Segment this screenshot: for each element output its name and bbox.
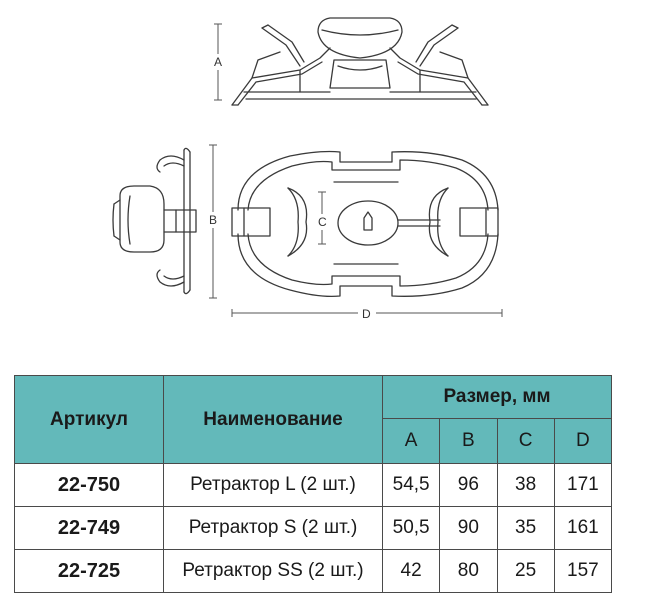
cell-c: 25	[497, 550, 554, 593]
header-dim-c: C	[497, 419, 554, 464]
table-row	[15, 507, 612, 550]
cell-d: 171	[554, 464, 611, 507]
header-dim-b: B	[440, 419, 497, 464]
front-view	[232, 18, 488, 105]
top-view	[232, 152, 498, 297]
cell-article: 22-749	[15, 507, 164, 550]
cell-b: 90	[440, 507, 497, 550]
cell-d: 157	[554, 550, 611, 593]
header-dim-a: A	[383, 419, 440, 464]
header-size: Размер, мм	[383, 376, 612, 419]
cell-name: Ретрактор S (2 шт.)	[164, 507, 383, 550]
cell-b: 80	[440, 550, 497, 593]
cell-c: 35	[497, 507, 554, 550]
dimension-label-c: C	[318, 215, 327, 229]
header-name: Наименование	[164, 376, 383, 464]
cell-article: 22-750	[15, 464, 164, 507]
cell-d: 161	[554, 507, 611, 550]
table-header-row	[15, 376, 612, 419]
dimension-label-d: D	[362, 307, 371, 321]
dimension-label-a: A	[214, 55, 223, 69]
header-article: Артикул	[15, 376, 164, 464]
side-view	[113, 148, 196, 293]
table-row	[15, 550, 612, 593]
cell-name: Ретрактор SS (2 шт.)	[164, 550, 383, 593]
cell-a: 54,5	[383, 464, 440, 507]
cell-c: 38	[497, 464, 554, 507]
cell-a: 42	[383, 550, 440, 593]
cell-name: Ретрактор L (2 шт.)	[164, 464, 383, 507]
table-row	[15, 464, 612, 507]
cell-a: 50,5	[383, 507, 440, 550]
cell-article: 22-725	[15, 550, 164, 593]
cell-b: 96	[440, 464, 497, 507]
dimension-label-b: B	[209, 213, 218, 227]
specification-table	[14, 375, 612, 593]
header-dim-d: D	[554, 419, 611, 464]
